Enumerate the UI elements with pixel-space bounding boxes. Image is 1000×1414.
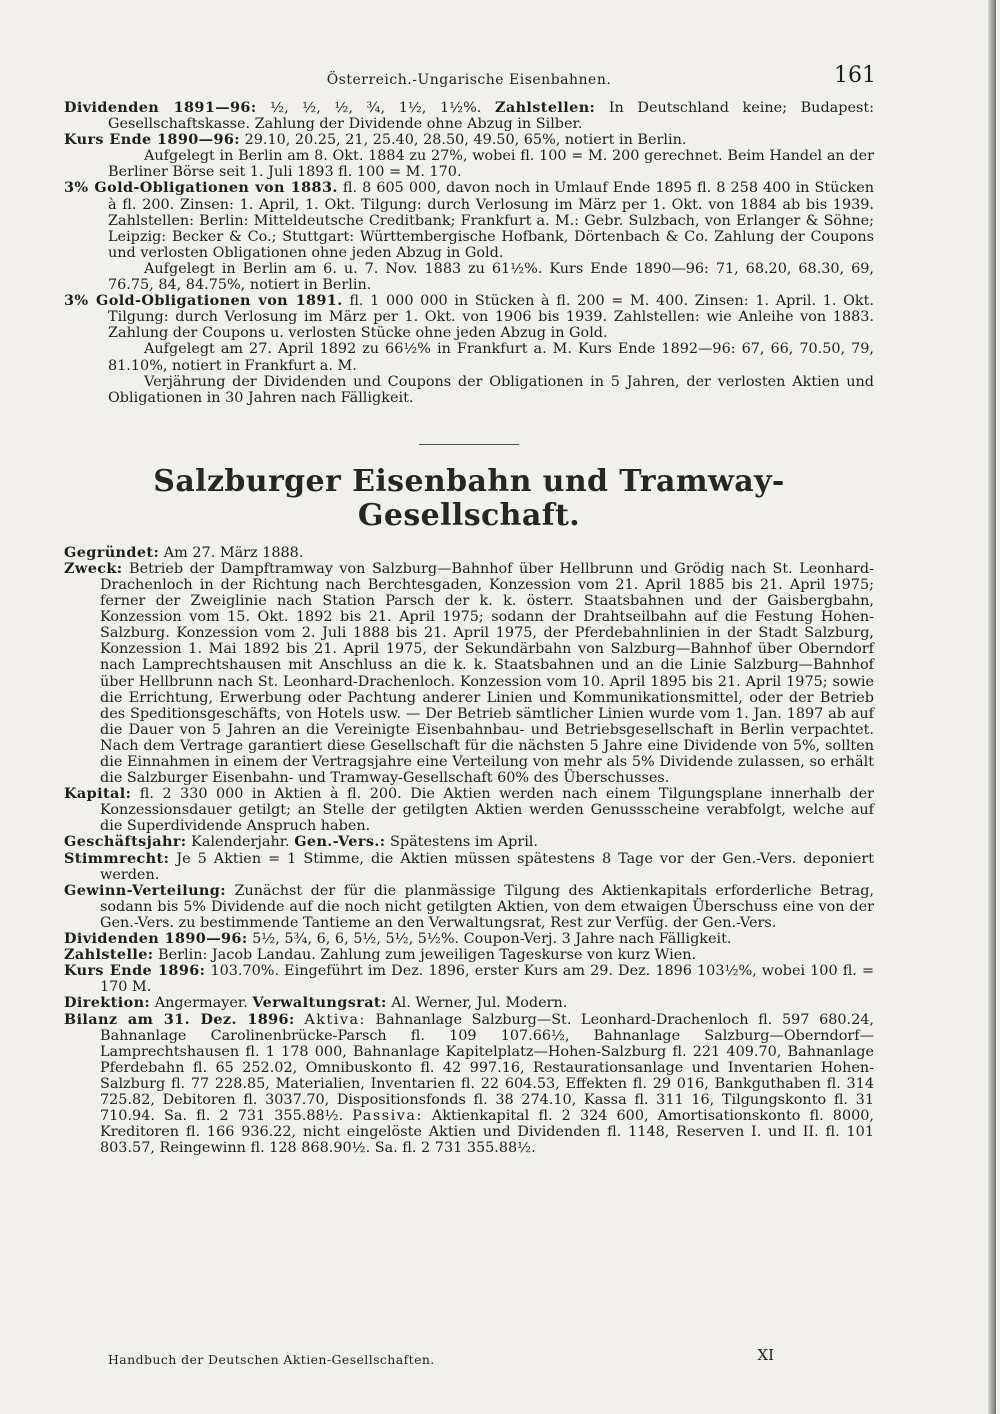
entry-zahlstelle xyxy=(64,947,874,963)
paragraph-aufgelegt-1892: Aufgelegt am 27. April 1892 zu 66½% in Frankfurt a. M. Kurs Ende 1892—96: 67, 66, 70.50, 79, 81.10%, notiert in Frankfurt a. M. xyxy=(108,341,874,374)
paragraph-aufgelegt: Aufgelegt in Berlin am 8. Okt. 1884 zu 27%, wobei fl. 100 = M. 200 gerechnet. Beim Handel an der Berliner Börse seit 1. Juli 1893 fl. 100 = M. 170. xyxy=(108,148,874,181)
entry-text: 5½, 5¾, 6, 6, 5½, 5½, 5½%. Coupon-Verj. 3 Jahre nach Fälligkeit. xyxy=(252,931,732,948)
entry-label-2: Gen.-Vers.: xyxy=(294,833,386,851)
page-number: 161 xyxy=(834,63,876,88)
entry-zweck xyxy=(64,561,874,786)
entry-text: fl. 2 330 000 in Aktien à fl. 200. Die Aktien werden nach einem Tilgungsplane innerhalb der Konzessionsdauer getilgt; an Stelle der getilgten Aktien werden Genussscheine verabfolgt, welche auf die Superdividende Anspruch haben. xyxy=(100,786,874,835)
entry-label: Gegründet: xyxy=(64,543,160,561)
entry-text: Kalenderjahr. xyxy=(191,834,290,851)
footer-text: Handbuch der Deutschen Aktien-Gesellschaften. xyxy=(108,1352,435,1367)
paragraph-verjaehrung: Verjährung der Dividenden und Coupons der Obligationen in 5 Jahren, der verlosten Aktien und Obligationen in 30 Jahren nach Fälligkeit. xyxy=(108,373,874,406)
entry-text-2: Al. Werner, Jul. Modern. xyxy=(391,995,568,1012)
entry-label: 3% Gold-Obligationen von 1891. xyxy=(64,292,343,310)
entry-kapital xyxy=(64,786,874,834)
entry-text: Am 27. März 1888. xyxy=(163,544,304,561)
entry-label: Dividenden 1891—96: xyxy=(64,99,257,116)
signature-mark: XI xyxy=(757,1346,774,1364)
passiva-text: Aktienkapital fl. 2 324 600, Amortisationskonto fl. 8000, Kreditoren fl. 166 936.22, nicht eingelöste Aktien und Dividenden fl. 1148, Reserven I. und II. fl. 101 803.57, Reingewinn fl. 128 868.90½. Sa. fl. 2 731 355.88½. xyxy=(100,1108,874,1157)
entry-kurs xyxy=(64,132,874,148)
entry-obligationen-1891 xyxy=(64,293,874,341)
entry-kurs-1896 xyxy=(64,963,874,995)
running-title: Österreich.-Ungarische Eisenbahnen. xyxy=(326,72,612,88)
entry-label: 3% Gold-Obligationen von 1883. xyxy=(64,179,338,197)
entry-label: Geschäftsjahr: xyxy=(64,833,187,851)
entry-label-2: Zahlstellen: xyxy=(494,99,596,116)
entry-dividenden-1890 xyxy=(64,931,874,947)
entry-label: Kurs Ende 1890—96: xyxy=(64,131,240,149)
footer xyxy=(108,1346,774,1367)
entry-direktion xyxy=(64,995,874,1011)
entry-bilanz xyxy=(64,1012,874,1157)
entry-text: Betrieb der Dampftramway von Salzburg—Bahnhof über Hellbrunn und Grödig nach St. Leonhard-Drachenloch in der Richtung nach Berchtesgaden, Konzession vom 21. April 1885 bis 21. April 1975; ferner der Zweiglinie nach Station Parsch der k. k. österr. Staatsbahnen und der Gaisbergbahn, Konzession vom 15. Okt. 1892 bis 21. April 1975; sodann der Drahtseilbahn auf die Festung Hohen-Salzburg. Konzession vom 2. Juli 1888 bis 21. April 1975, der Pferdebahnlinien in der Stadt Salzburg, Konzession 1. Mai 1892 bis 21. April 1975, der Sekundärbahn von Salzburg—Bahnhof über Oberndorf nach Lamprechtshausen mit Anschluss an die k. k. Staatsbahnen und an die Linie Salzburg—Bahnhof über Hellbrunn nach St. Leonhard-Drachenloch. Konzession vom 10. April 1895 bis 21. April 1975; sowie die Errichtung, Erwerbung oder Pachtung anderer Linien und Kommunikationsmittel, oder der Betrieb des Speditionsgeschäfts, von Hotels usw. — Der Betrieb sämtlicher Linien wurde vom 1. Jan. 1897 ab auf die Dauer von 5 Jahren an die Vereinigte Eisenbahnbau- und Betriebsgesellschaft in Berlin verpachtet. Nach dem Vertrage garantiert diese Gesellschaft für die nächsten 5 Jahre eine Dividende von 5%, sollten die Einnahmen in einem der Vertragsjahre eine Verteilung von mehr als 5% Dividende zulassen, so erhält die Salzburger Eisenbahn- und Tramway-Gesellschaft 60% des Überschusses. xyxy=(100,560,875,787)
entry-text: Zunächst der für die planmässige Tilgung des Aktienkapitals erforderliche Betrag, sodann bis 5% Dividende auf die noch nicht getilgten Aktien, von dem etwaigen Überschuss eine von der Gen.-Vers. zu bestimmende Tantieme an den Verwaltungsrat, Rest zur Verfüg. der Gen.-Vers. xyxy=(100,882,874,931)
entry-label: Zahlstelle: xyxy=(64,946,154,964)
entry-text: Angermayer. xyxy=(154,995,248,1012)
entry-dividenden xyxy=(64,100,874,132)
entry-text: 103.70%. Eingeführt im Dez. 1896, erster Kurs am 29. Dez. 1896 103½%, wobei 100 fl. = 170 M. xyxy=(100,963,874,996)
entry-text: fl. 1 000 000 in Stücken à fl. 200 = M. 400. Zinsen: 1. April. 1. Okt. Tilgung: durch Verlosung im März per 1. Okt. von 1906 bis 1939. Zahlstellen: wie Anleihe von 1883. Zahlung der Coupons u. verlosten Stücke ohne jeden Abzug in Gold. xyxy=(108,293,874,342)
entry-label: Kapital: xyxy=(64,785,132,803)
entry-text-2: Spätestens im April. xyxy=(390,834,538,851)
entry-text: ½, ½, ½, ¾, 1½, 1½%. xyxy=(270,100,482,116)
entry-text: Je 5 Aktien = 1 Stimme, die Aktien müssen spätestens 8 Tage vor der Gen.-Vers. deponiert werden. xyxy=(100,850,875,883)
entry-obligationen-1883 xyxy=(64,180,874,260)
entry-label: Dividenden 1890—96: xyxy=(64,930,248,948)
entry-geschaeftsjahr xyxy=(64,834,874,850)
page-edge-shadow xyxy=(988,0,996,1414)
entry-label: Kurs Ende 1896: xyxy=(64,962,206,980)
section-divider xyxy=(419,444,519,445)
entry-stimmrecht xyxy=(64,851,874,883)
aktiva-label: Aktiva: xyxy=(304,1011,366,1028)
entry-text: fl. 8 605 000, davon noch in Umlauf Ende 1895 fl. 8 258 400 in Stücken à fl. 200. Zinsen: 1. April, 1. Okt. Tilgung: durch Verlosung im März per 1. Okt. von 1884 ab bis 1939. Zahlstellen: Berlin: Mitteldeutsche Creditbank; Frankfurt a. M.: Gebr. Sulzbach, von Erlanger & Söhne; Leipzig: Becker & Co.; Stuttgart: Württembergische Hofbank, Dörtenbach & Co. Zahlung der Coupons und verlosten Obligationen ohne jeden Abzug in Gold. xyxy=(108,180,874,261)
entry-label: Gewinn-Verteilung: xyxy=(64,881,226,899)
passiva-label: Passiva: xyxy=(352,1108,423,1125)
entry-label: Direktion: xyxy=(64,994,151,1012)
entry-label-2: Verwaltungsrat: xyxy=(252,994,387,1012)
entry-gegruendet xyxy=(64,545,874,561)
entry-label: Zweck: xyxy=(64,559,123,577)
entry-text: Berlin: Jacob Landau. Zahlung zum jeweiligen Tageskurse von kurz Wien. xyxy=(158,947,697,964)
entry-text: 29.10, 20.25, 21, 25.40, 28.50, 49.50, 65%, notiert in Berlin. xyxy=(244,132,687,149)
entry-label: Bilanz am 31. Dez. 1896: xyxy=(64,1010,295,1028)
entry-text-2: In Deutschland keine; Budapest: Gesellschaftskasse. Zahlung der Dividende ohne Abzug in Silber. xyxy=(108,100,874,133)
entry-gewinnverteilung xyxy=(64,883,874,931)
paragraph-aufgelegt-1883: Aufgelegt in Berlin am 6. u. 7. Nov. 1883 zu 61½%. Kurs Ende 1890—96: 71, 68.20, 68.30, 69, 76.75, 84, 84.75%, notiert in Berlin. xyxy=(108,260,874,294)
section-title: Salzburger Eisenbahn und Tramway-Gesellschaft. xyxy=(153,463,785,533)
page xyxy=(64,60,874,1156)
aktiva-text: Bahnanlage Salzburg—St. Leonhard-Drachenloch fl. 597 680.24, Bahnanlage Carolinenbrücke-Parsch fl. 109 107.66½, Bahnanlage Salzburg—Oberndorf—Lamprechtshausen fl. 1 178 000, Bahnanlage Kapitelplatz—Hohen-Salzburg fl. 221 409.70, Bahnanlage Pferdebahn fl. 65 252.02, Omnibuskonto fl. 42 997.16, Restaurationsanlage und Inventarien Hohen-Salzburg fl. 77 228.85, Materialien, Inventarien fl. 22 604.53, Effekten fl. 29 016, Bankguthaben fl. 314 725.82, Debitoren fl. 3037.70, Dispositionsfonds fl. 38 274.10, Kassa fl. 311 16, Tilgungskonto fl. 31 710.94. Sa. fl. 2 731 355.88½. xyxy=(100,1011,875,1125)
running-head xyxy=(64,60,874,100)
entry-label: Stimmrecht: xyxy=(64,849,170,867)
